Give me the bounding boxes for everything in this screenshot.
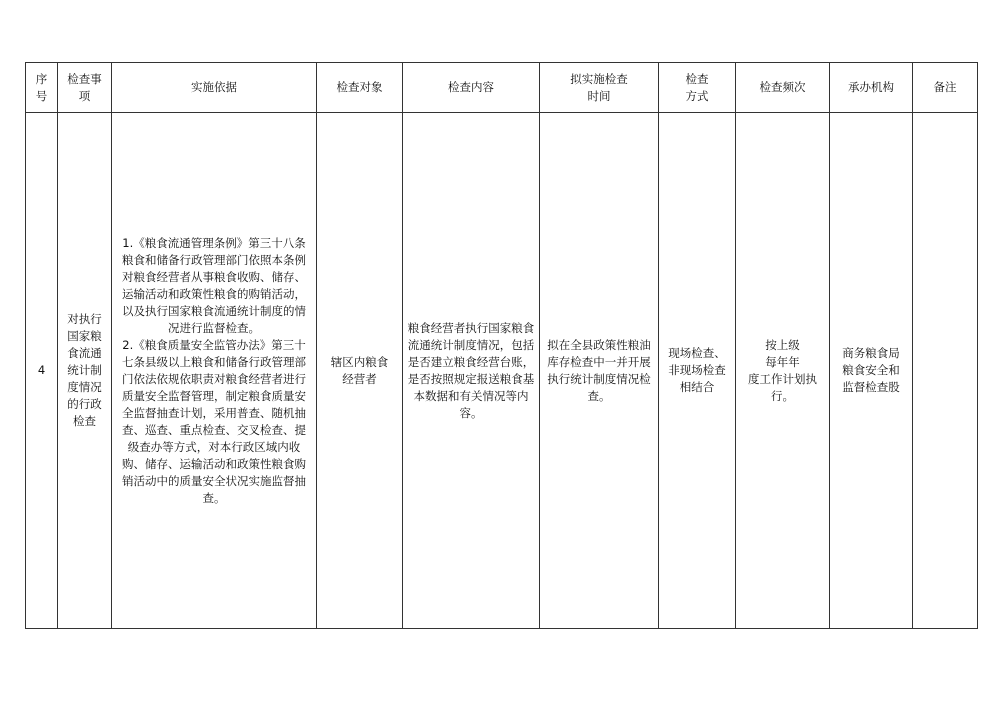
header-remark: 备注 xyxy=(913,63,978,113)
header-frequency: 检查频次 xyxy=(736,63,830,113)
cell-item: 对执行 国家粮 食流通 统计制 度情况 的行政 检查 xyxy=(58,113,112,629)
header-row xyxy=(26,63,978,113)
inspection-table xyxy=(25,62,978,629)
header-target: 检查对象 xyxy=(317,63,403,113)
header-basis: 实施依据 xyxy=(112,63,317,113)
header-time: 拟实施检查 时间 xyxy=(540,63,659,113)
cell-content: 粮食经营者执行国家粮食流通统计制度情况，包括是否建立粮食经营台账，是否按照规定报送粮食基本数据和有关情况等内容。 xyxy=(403,113,540,629)
header-seq: 序 号 xyxy=(26,63,58,113)
cell-method: 现场检查、 非现场检查 相结合 xyxy=(659,113,736,629)
cell-basis xyxy=(112,113,317,629)
cell-remark xyxy=(913,113,978,629)
header-item: 检查事 项 xyxy=(58,63,112,113)
header-content: 检查内容 xyxy=(403,63,540,113)
basis-clause-2: 2.《粮食质量安全监管办法》第三十七条县级以上粮食和储备行政管理部门依法依规依职责对粮食经营者进行质量安全监督管理，制定粮食质量安全监督抽查计划，采用普查、随机抽查、巡查、重点检查、交叉检查、提级查办等方式，对本行政区域内收购、储存、运输活动和政策性粮食购销活动中的质量安全状况实施监督抽查。 xyxy=(122,337,306,505)
cell-time: 拟在全县政策性粮油库存检查中一并开展执行统计制度情况检查。 xyxy=(540,113,659,629)
cell-seq: 4 xyxy=(26,113,58,629)
table-row xyxy=(26,113,978,629)
header-agency: 承办机构 xyxy=(830,63,913,113)
basis-clause-1: 1.《粮食流通管理条例》第三十八条粮食和储备行政管理部门依照本条例对粮食经营者从事粮食收购、储存、运输活动和政策性粮食的购销活动，以及执行国家粮食流通统计制度的情况进行监督检查。 xyxy=(122,235,306,335)
cell-frequency: 按上级 每年年 度工作计划执 行。 xyxy=(736,113,830,629)
cell-agency: 商务粮食局 粮食安全和 监督检查股 xyxy=(830,113,913,629)
header-method: 检查 方式 xyxy=(659,63,736,113)
cell-target: 辖区内粮食 经营者 xyxy=(317,113,403,629)
